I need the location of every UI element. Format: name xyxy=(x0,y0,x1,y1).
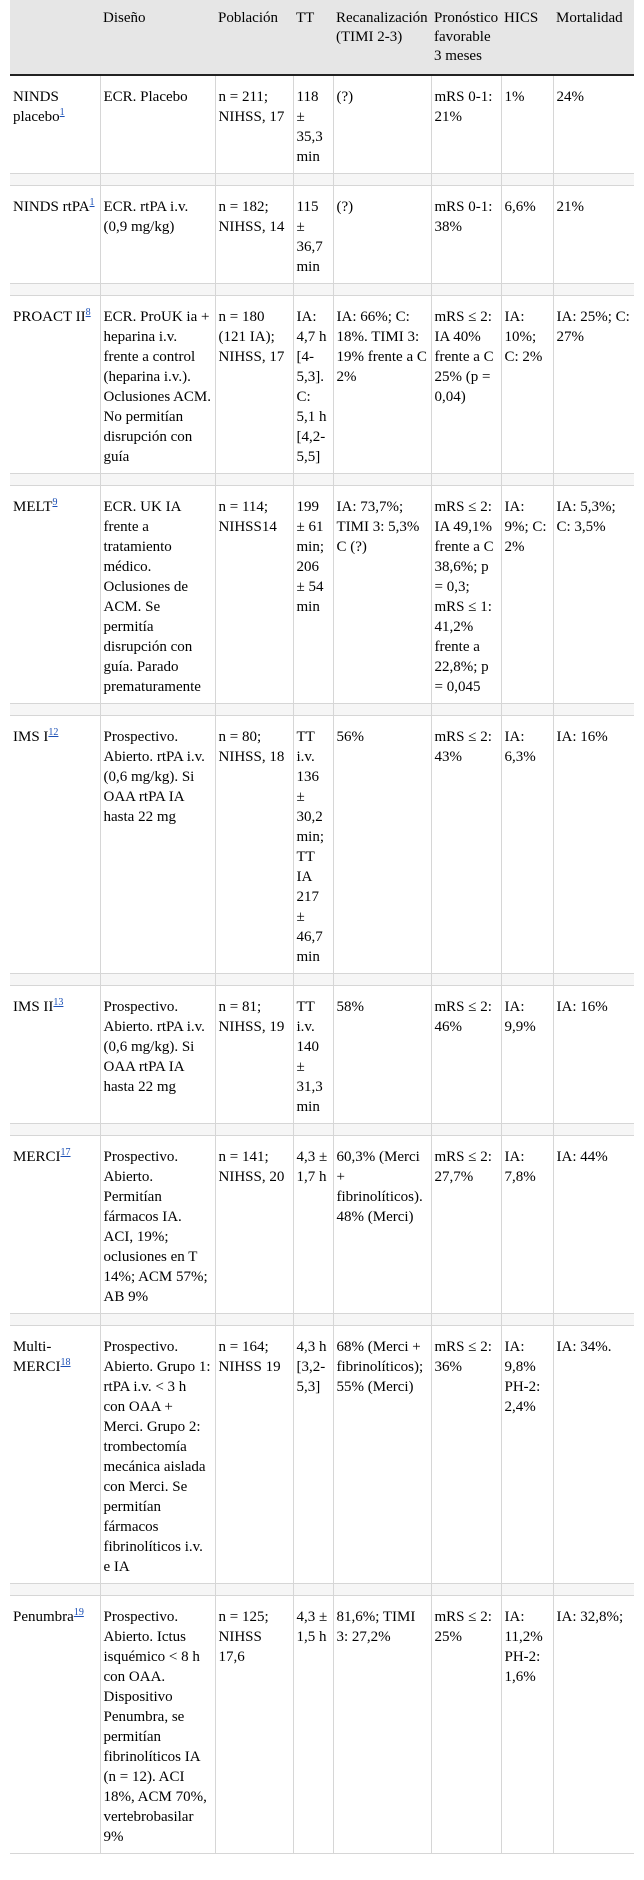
recanalizacion-cell: 60,3% (Merci + fibrinolíticos). 48% (Merci) xyxy=(333,1136,431,1314)
spacer-cell xyxy=(501,1584,553,1596)
reference-link[interactable]: 19 xyxy=(73,1607,84,1618)
spacer-cell xyxy=(215,1124,293,1136)
row-spacer xyxy=(10,474,634,486)
trial-name-cell xyxy=(10,296,100,474)
spacer-cell xyxy=(501,974,553,986)
hics-cell: 6,6% xyxy=(501,186,553,284)
row-spacer xyxy=(10,1124,634,1136)
spacer-cell xyxy=(293,1314,333,1326)
header-pronostico: Pronóstico favorable 3 meses xyxy=(431,0,501,75)
table-header-row xyxy=(10,0,634,75)
hics-cell: IA: 9,8% PH-2: 2,4% xyxy=(501,1326,553,1584)
poblacion-cell: n = 182; NIHSS, 14 xyxy=(215,186,293,284)
mortalidad-cell: 24% xyxy=(553,75,634,174)
spacer-cell xyxy=(293,284,333,296)
spacer-cell xyxy=(293,1124,333,1136)
diseno-cell: Prospectivo. Abierto. Permitían fármacos IA. ACI, 19%; oclusiones en T 14%; ACM 57%; AB 9% xyxy=(100,1136,215,1314)
row-spacer xyxy=(10,1584,634,1596)
spacer-cell xyxy=(215,474,293,486)
mortalidad-cell: IA: 16% xyxy=(553,716,634,974)
trial-name-cell xyxy=(10,1136,100,1314)
spacer-cell xyxy=(431,1584,501,1596)
poblacion-cell: n = 114; NIHSS14 xyxy=(215,486,293,704)
pronostico-cell: mRS ≤ 2: 36% xyxy=(431,1326,501,1584)
diseno-cell: Prospectivo. Abierto. Ictus isquémico < 8 h con OAA. Dispositivo Penumbra, se permitían fibrinolíticos IA (n = 12). ACI 18%, ACM 70%, vertebrobasilar 9% xyxy=(100,1596,215,1854)
spacer-cell xyxy=(431,474,501,486)
spacer-cell xyxy=(215,704,293,716)
mortalidad-cell: IA: 44% xyxy=(553,1136,634,1314)
reference-link[interactable]: 1 xyxy=(59,107,65,118)
spacer-cell xyxy=(215,974,293,986)
tt-cell: 115 ± 36,7 min xyxy=(293,186,333,284)
spacer-cell xyxy=(10,704,100,716)
trial-name: IMS I xyxy=(13,729,49,745)
diseno-cell: ECR. rtPA i.v. (0,9 mg/kg) xyxy=(100,186,215,284)
mortalidad-cell: IA: 25%; C: 27% xyxy=(553,296,634,474)
pronostico-cell: mRS ≤ 2: 27,7% xyxy=(431,1136,501,1314)
spacer-cell xyxy=(215,1584,293,1596)
table-row xyxy=(10,716,634,974)
spacer-cell xyxy=(553,1584,634,1596)
spacer-cell xyxy=(431,1314,501,1326)
pronostico-cell: mRS 0-1: 21% xyxy=(431,75,501,174)
spacer-cell xyxy=(215,174,293,186)
tt-cell: 4,3 ± 1,5 h xyxy=(293,1596,333,1854)
header-diseno: Diseño xyxy=(100,0,215,75)
trial-name-cell xyxy=(10,1326,100,1584)
spacer-cell xyxy=(431,974,501,986)
diseno-cell: Prospectivo. Abierto. Grupo 1: rtPA i.v. < 3 h con OAA + Merci. Grupo 2: trombectomía mecánica aislada con Merci. Se permitían fármacos fibrinolíticos i.v. e IA xyxy=(100,1326,215,1584)
spacer-cell xyxy=(100,474,215,486)
tt-cell: 4,3 ± 1,7 h xyxy=(293,1136,333,1314)
spacer-cell xyxy=(333,974,431,986)
poblacion-cell: n = 164; NIHSS 19 xyxy=(215,1326,293,1584)
recanalizacion-cell: 56% xyxy=(333,716,431,974)
poblacion-cell: n = 180 (121 IA); NIHSS, 17 xyxy=(215,296,293,474)
header-mortalidad: Mortalidad xyxy=(553,0,634,75)
mortalidad-cell: IA: 5,3%; C: 3,5% xyxy=(553,486,634,704)
mortalidad-cell: IA: 34%. xyxy=(553,1326,634,1584)
table-row xyxy=(10,186,634,284)
trial-name-cell xyxy=(10,986,100,1124)
pronostico-cell: mRS ≤ 2: IA 40% frente a C 25% (p = 0,04) xyxy=(431,296,501,474)
table-row xyxy=(10,1326,634,1584)
reference-link[interactable]: 18 xyxy=(60,1357,71,1368)
trials-table xyxy=(10,0,634,1854)
spacer-cell xyxy=(333,1584,431,1596)
header-poblacion: Población xyxy=(215,0,293,75)
mortalidad-cell: 21% xyxy=(553,186,634,284)
spacer-cell xyxy=(10,974,100,986)
poblacion-cell: n = 141; NIHSS, 20 xyxy=(215,1136,293,1314)
spacer-cell xyxy=(10,1314,100,1326)
recanalizacion-cell: (?) xyxy=(333,186,431,284)
spacer-cell xyxy=(501,474,553,486)
poblacion-cell: n = 80; NIHSS, 18 xyxy=(215,716,293,974)
spacer-cell xyxy=(431,284,501,296)
spacer-cell xyxy=(293,174,333,186)
row-spacer xyxy=(10,284,634,296)
spacer-cell xyxy=(215,1314,293,1326)
row-spacer xyxy=(10,174,634,186)
table-row xyxy=(10,1596,634,1854)
spacer-cell xyxy=(100,174,215,186)
hics-cell: IA: 9,9% xyxy=(501,986,553,1124)
pronostico-cell: mRS ≤ 2: IA 49,1% frente a C 38,6%; p = 0,3; mRS ≤ 1: 41,2% frente a 22,8%; p = 0,045 xyxy=(431,486,501,704)
spacer-cell xyxy=(100,974,215,986)
header-hics: HICS xyxy=(501,0,553,75)
spacer-cell xyxy=(333,1314,431,1326)
tt-cell: IA: 4,7 h [4-5,3]. C: 5,1 h [4,2-5,5] xyxy=(293,296,333,474)
table-row xyxy=(10,296,634,474)
header-tt: TT xyxy=(293,0,333,75)
hics-cell: IA: 6,3% xyxy=(501,716,553,974)
spacer-cell xyxy=(293,704,333,716)
spacer-cell xyxy=(333,474,431,486)
pronostico-cell: mRS ≤ 2: 46% xyxy=(431,986,501,1124)
tt-cell: 199 ± 61 min; 206 ± 54 min xyxy=(293,486,333,704)
spacer-cell xyxy=(100,1124,215,1136)
spacer-cell xyxy=(333,704,431,716)
reference-link[interactable]: 17 xyxy=(60,1147,71,1158)
spacer-cell xyxy=(10,474,100,486)
recanalizacion-cell: 58% xyxy=(333,986,431,1124)
trial-name: NINDS placebo xyxy=(13,89,60,125)
tt-cell: 4,3 h [3,2-5,3] xyxy=(293,1326,333,1584)
pronostico-cell: mRS 0-1: 38% xyxy=(431,186,501,284)
spacer-cell xyxy=(10,284,100,296)
spacer-cell xyxy=(431,174,501,186)
spacer-cell xyxy=(553,974,634,986)
hics-cell: IA: 10%; C: 2% xyxy=(501,296,553,474)
tt-cell: 118 ± 35,3 min xyxy=(293,75,333,174)
spacer-cell xyxy=(10,174,100,186)
spacer-cell xyxy=(553,174,634,186)
spacer-cell xyxy=(553,1314,634,1326)
recanalizacion-cell: (?) xyxy=(333,75,431,174)
trial-name-cell xyxy=(10,1596,100,1854)
reference-link[interactable]: 9 xyxy=(52,497,58,508)
diseno-cell: ECR. Placebo xyxy=(100,75,215,174)
header-recanalizacion: Recanalización (TIMI 2-3) xyxy=(333,0,431,75)
spacer-cell xyxy=(293,974,333,986)
hics-cell: IA: 11,2% PH-2: 1,6% xyxy=(501,1596,553,1854)
spacer-cell xyxy=(501,284,553,296)
spacer-cell xyxy=(553,284,634,296)
spacer-cell xyxy=(333,284,431,296)
row-spacer xyxy=(10,974,634,986)
spacer-cell xyxy=(100,284,215,296)
spacer-cell xyxy=(293,474,333,486)
spacer-cell xyxy=(100,1584,215,1596)
spacer-cell xyxy=(333,1124,431,1136)
trial-name: IMS II xyxy=(13,999,54,1015)
spacer-cell xyxy=(100,1314,215,1326)
recanalizacion-cell: 68% (Merci + fibrinolíticos); 55% (Merci) xyxy=(333,1326,431,1584)
spacer-cell xyxy=(501,704,553,716)
diseno-cell: Prospectivo. Abierto. rtPA i.v. (0,6 mg/kg). Si OAA rtPA IA hasta 22 mg xyxy=(100,986,215,1124)
recanalizacion-cell: IA: 73,7%; TIMI 3: 5,3% C (?) xyxy=(333,486,431,704)
recanalizacion-cell: 81,6%; TIMI 3: 27,2% xyxy=(333,1596,431,1854)
spacer-cell xyxy=(10,1124,100,1136)
hics-cell: IA: 7,8% xyxy=(501,1136,553,1314)
trial-name-cell xyxy=(10,716,100,974)
mortalidad-cell: IA: 16% xyxy=(553,986,634,1124)
reference-link[interactable]: 13 xyxy=(53,997,64,1008)
spacer-cell xyxy=(553,474,634,486)
spacer-cell xyxy=(553,704,634,716)
trial-name-cell xyxy=(10,186,100,284)
spacer-cell xyxy=(431,704,501,716)
spacer-cell xyxy=(215,284,293,296)
row-spacer xyxy=(10,1314,634,1326)
trial-name: Penumbra xyxy=(13,1609,74,1625)
diseno-cell: ECR. ProUK ia + heparina i.v. frente a control (heparina i.v.). Oclusiones ACM. No permitían disrupción con guía xyxy=(100,296,215,474)
diseno-cell: ECR. UK IA frente a tratamiento médico. Oclusiones de ACM. Se permitía disrupción con guía. Parado prematuramente xyxy=(100,486,215,704)
trial-name-cell xyxy=(10,486,100,704)
spacer-cell xyxy=(553,1124,634,1136)
trial-name: MELT xyxy=(13,499,53,515)
pronostico-cell: mRS ≤ 2: 25% xyxy=(431,1596,501,1854)
tt-cell: TT i.v. 136 ± 30,2 min; TT IA 217 ± 46,7 min xyxy=(293,716,333,974)
reference-link[interactable]: 1 xyxy=(89,197,95,208)
reference-link[interactable]: 12 xyxy=(48,727,59,738)
trial-name: Multi-MERCI xyxy=(13,1339,61,1375)
table-row xyxy=(10,986,634,1124)
mortalidad-cell: IA: 32,8%; xyxy=(553,1596,634,1854)
row-spacer xyxy=(10,704,634,716)
table-row xyxy=(10,75,634,174)
trial-name-cell xyxy=(10,75,100,174)
reference-link[interactable]: 8 xyxy=(85,307,91,318)
poblacion-cell: n = 81; NIHSS, 19 xyxy=(215,986,293,1124)
diseno-cell: Prospectivo. Abierto. rtPA i.v. (0,6 mg/kg). Si OAA rtPA IA hasta 22 mg xyxy=(100,716,215,974)
spacer-cell xyxy=(100,704,215,716)
trial-name: NINDS rtPA xyxy=(13,199,90,215)
poblacion-cell: n = 211; NIHSS, 17 xyxy=(215,75,293,174)
spacer-cell xyxy=(431,1124,501,1136)
spacer-cell xyxy=(10,1584,100,1596)
tt-cell: TT i.v. 140 ± 31,3 min xyxy=(293,986,333,1124)
table-row xyxy=(10,1136,634,1314)
recanalizacion-cell: IA: 66%; C: 18%. TIMI 3: 19% frente a C 2% xyxy=(333,296,431,474)
spacer-cell xyxy=(293,1584,333,1596)
trial-name: PROACT II xyxy=(13,309,86,325)
spacer-cell xyxy=(501,174,553,186)
trial-name: MERCI xyxy=(13,1149,61,1165)
hics-cell: IA: 9%; C: 2% xyxy=(501,486,553,704)
hics-cell: 1% xyxy=(501,75,553,174)
pronostico-cell: mRS ≤ 2: 43% xyxy=(431,716,501,974)
spacer-cell xyxy=(501,1314,553,1326)
poblacion-cell: n = 125; NIHSS 17,6 xyxy=(215,1596,293,1854)
table-row xyxy=(10,486,634,704)
header-trial xyxy=(10,0,100,75)
spacer-cell xyxy=(501,1124,553,1136)
spacer-cell xyxy=(333,174,431,186)
